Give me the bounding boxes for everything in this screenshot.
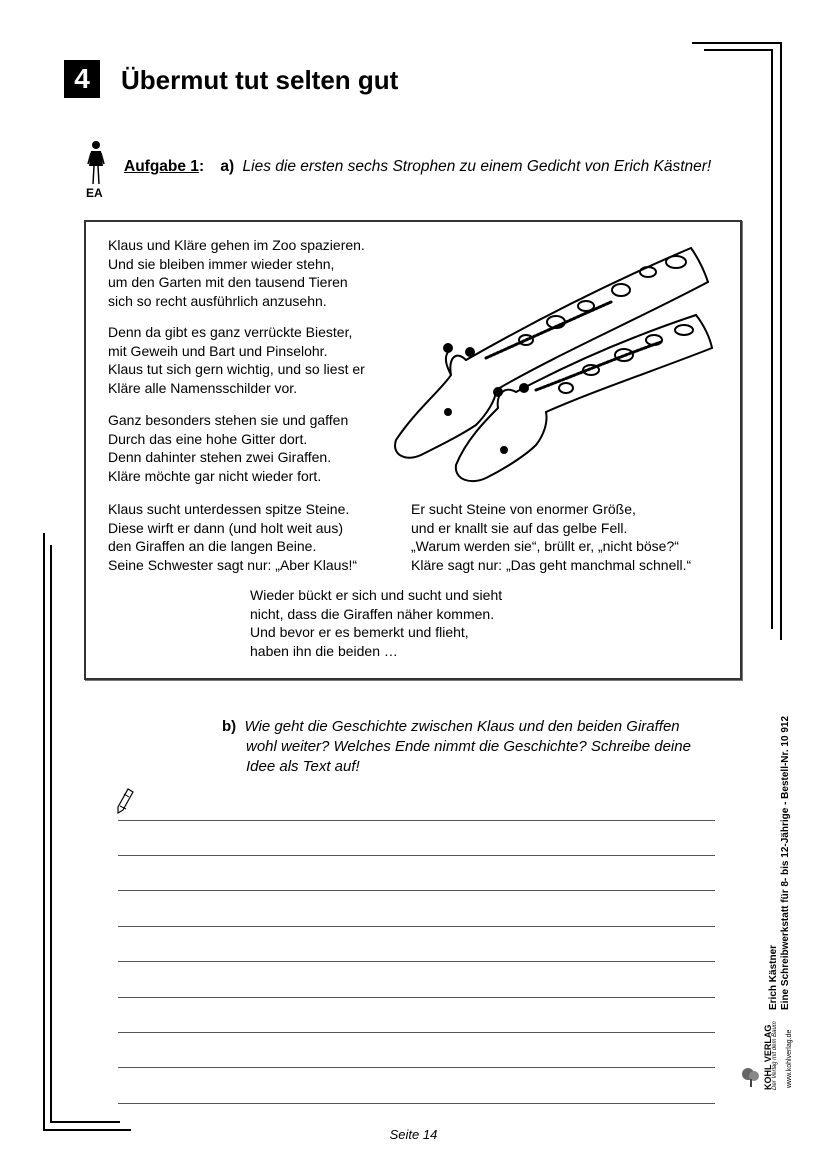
poem-box: [84, 220, 742, 680]
verse-line: Ganz besonders stehen sie und gaffen: [108, 412, 349, 428]
writing-line[interactable]: [118, 855, 715, 856]
task-1-header: [124, 158, 711, 176]
verse-line: um den Garten mit den tausend Tieren: [108, 274, 348, 291]
frame-top-right-inner: [704, 49, 772, 51]
sidebar-subtitle: Eine Schreibwerkstatt für 8- bis 12-Jährige - Bestell-Nr. 10 912: [780, 715, 791, 1010]
verse-line: Denn da gibt es ganz verrückte Biester,: [108, 324, 353, 340]
verse-line: nicht, dass die Giraffen näher kommen.: [250, 605, 495, 622]
verse-line: sich so recht ausführlich anzusehn.: [108, 292, 327, 309]
person-icon: [86, 140, 106, 186]
verse-line: Seine Schwester sagt nur: „Aber Klaus!“: [108, 556, 358, 573]
stanza-6: [250, 586, 502, 660]
verse-line: haben ihn die beiden …: [250, 642, 398, 659]
frame-top-right-outer: [692, 42, 782, 44]
writing-line[interactable]: [118, 890, 715, 891]
page-number: Seite 14: [389, 1127, 438, 1142]
stanza-1: [108, 236, 365, 310]
sidebar-info: [768, 716, 792, 1010]
verse-line: Klaus und Kläre gehen im Zoo spazieren.: [108, 237, 365, 253]
verse-line: Denn dahinter stehen zwei Giraffen.: [108, 449, 332, 466]
pencil-icon: [116, 788, 134, 814]
task-1-label: Aufgabe 1: [124, 158, 199, 175]
verse-line: Klaus sucht unterdessen spitze Steine.: [108, 501, 350, 517]
verse-line: Klaus tut sich gern wichtig, und so liest er: [108, 361, 365, 378]
task-1-colon: :: [198, 158, 205, 175]
writing-line[interactable]: [118, 1103, 715, 1104]
task-1b: [222, 717, 691, 777]
task-1a-instruction: Lies die ersten sechs Strophen zu einem Gedicht von Erich Kästner!: [242, 158, 712, 175]
task-1b-line: Idee als Text auf!: [246, 758, 360, 775]
writing-line[interactable]: [118, 1032, 715, 1033]
verse-line: Kläre sagt nur: „Das geht manchmal schnell.“: [411, 556, 692, 573]
task-1b-label: b): [222, 718, 237, 735]
writing-line[interactable]: [118, 961, 715, 962]
page-title: Übermut tut selten gut: [121, 65, 399, 95]
verse-line: Er sucht Steine von enormer Größe,: [411, 501, 636, 517]
verse-line: mit Geweih und Bart und Pinselohr.: [108, 342, 328, 359]
task-1a-label: a): [220, 158, 235, 175]
sidebar-title: Erich Kästner: [768, 944, 779, 1010]
work-form-label: EA: [86, 186, 103, 200]
verse-line: und er knallt sie auf das gelbe Fell.: [411, 519, 628, 536]
chapter-number: 4: [64, 60, 100, 98]
frame-right-outer: [780, 42, 782, 640]
writing-line[interactable]: [118, 997, 715, 998]
verse-line: „Warum werden sie“, brüllt er, „nicht böse?“: [411, 538, 679, 555]
verse-line: Und sie bleiben immer wieder stehn,: [108, 255, 335, 272]
verse-line: Kläre möchte gar nicht wieder fort.: [108, 467, 322, 484]
stanza-3: [108, 411, 348, 485]
frame-bottom-left-inner: [50, 1121, 120, 1123]
publisher-tagline: Der Verlag mit dem Baum: [772, 1021, 778, 1090]
task-1b-line: Wie geht die Geschichte zwischen Klaus und den beiden Giraffen: [244, 718, 680, 735]
tree-logo-icon: [741, 1066, 761, 1088]
publisher-url: www.kohlverlag.de: [786, 1029, 793, 1088]
verse-line: den Giraffen an die langen Beine.: [108, 538, 317, 555]
verse-line: Und bevor er es bemerkt und flieht,: [250, 624, 469, 641]
frame-right-inner: [771, 49, 773, 629]
verse-line: Wieder bückt er sich und sucht und sieht: [250, 587, 503, 603]
writing-line[interactable]: [118, 820, 715, 821]
verse-line: Kläre alle Namensschilder vor.: [108, 379, 298, 396]
stanza-2: [108, 323, 365, 397]
frame-left-inner: [50, 545, 52, 1123]
stanza-4: [108, 500, 357, 574]
verse-line: Diese wirft er dann (und holt weit aus): [108, 519, 343, 536]
giraffe-illustration: [386, 240, 726, 490]
writing-line[interactable]: [118, 926, 715, 927]
task-1b-line: wohl weiter? Welches Ende nimmt die Geschichte? Schreibe deine: [246, 738, 691, 755]
stanza-5: [411, 500, 691, 574]
publisher-name: KOHL VERLAG: [763, 1024, 773, 1090]
frame-left-outer: [43, 533, 45, 1131]
verse-line: Durch das eine hohe Gitter dort.: [108, 430, 308, 447]
writing-line[interactable]: [118, 1067, 715, 1068]
